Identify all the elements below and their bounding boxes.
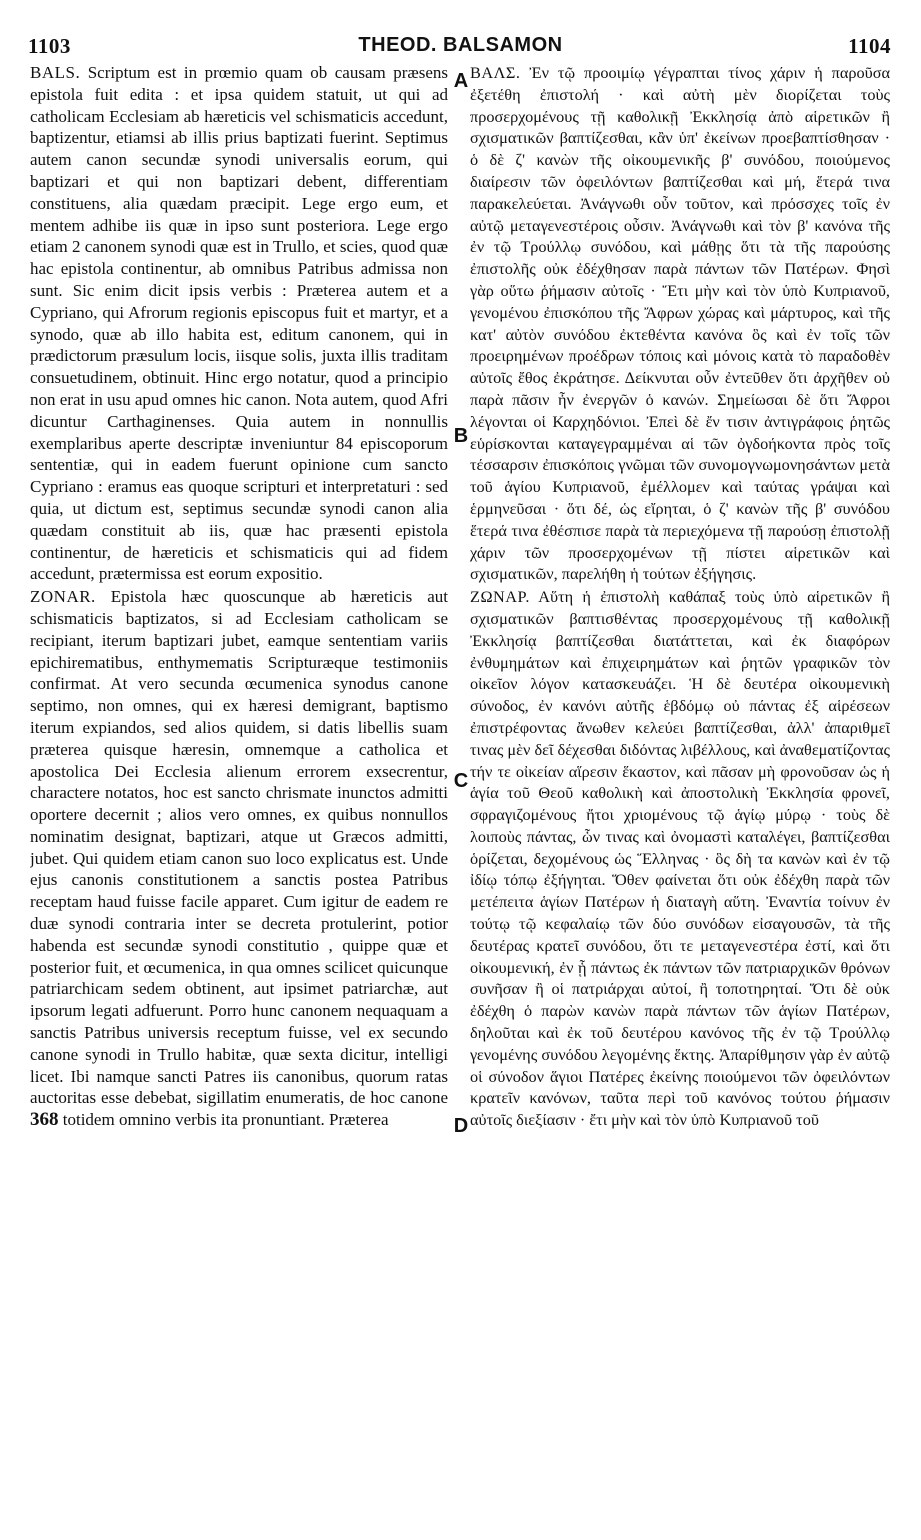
greek-bals-text: Ἐν τῷ προοιμίῳ γέγραπται τίνος χάριν ἡ παροῦσα ἐξετέθη ἐπιστολή · καὶ αὐτὴ μὲν διορίζεται τοὺς προσερχομένους τῇ καθολικῇ Ἐκκλησίᾳ ἀπὸ αἱρετικῶν ἢ σχισματικῶν βαπτίζεσθαι, κἂν ὑπ' ἐκείνων προεβαπτίσθησαν · ὁ δὲ ζ' κανὼν τῆς οἰκουμενικῆς β' συνόδου, ποιούμενος διαίρεσιν τῶν ὀφειλόντων βαπτίζεσθαι καὶ μή, ἕτερά τινα παρακελεύεται. Ἀνάγνωθι οὖν τοῦτον, καὶ πρόσσχες τοῖς ἐν αὐτῷ μεταγενεστέροις οὖσιν. Ἀνάγνωθι καὶ τὸν β' κανόνα τῆς ἐν τῷ Τρούλλῳ συνόδου, καὶ μάθῃς ὅτι τὰ τῆς παρούσης ἐπιστολῆς οὐκ ἐδέχθησαν παρὰ πάντων τῶν Πατέρων. Φησὶ γὰρ οὕτω ῥήμασιν αὐτοῖς · Ἔτι μὴν καὶ τὸν ὑπὸ Κυπριανοῦ, γενομένου ἐπισκόπου τῆς Ἄφρων χώρας καὶ μάρτυρος, καὶ τῆς κατ' αὐτὸν συνόδου ἐκτεθέντα κανόνα ὃς καὶ ἐν τοῖς τῶν προειρημένων προέδρων τόποις καὶ μόνοις κατὰ τὸ παραδοθὲν αὐτοῖς ἔθος ἐκράτησε. Δείκνυται οὖν ἐντεῦθεν ὅτι ἀρχῆθεν οὐ παρὰ πᾶσιν ἦν ἐνεργῶν ὁ κανών. Σημείωσαι δὲ ὅτι Ἄφροι λέγονται οἱ Καρχηδόνιοι. Ἐπεὶ δὲ ἔν τισιν ἀντιγράφοις ῥητῶς εὑρίσκονται καταγεγραμμέναι αἱ τῶν ὀγδοήκοντα πρὸς τοῖς τέσσαρσιν ἐπισκόποις γνῶμαι τῶν συνομογνωμονησάντων μετὰ τοῦ ἁγίου Κυπριανοῦ, ἐμέλλομεν καὶ ταύτας γράψαι καὶ ἑρμηνεῦσαι · ὅτι δέ, ὡς εἴρηται, ὁ ζ' κανὼν τῆς β' συνόδου ἕτερά τινα ἐθέσπισε παρὰ τὰ περιεχόμενα τῇ παρούσῃ ἐπιστολῇ χάριν τῶν προσερχομένων τῇ πίστει αἱρετικῶν καὶ σχισματικῶν, παρελήθη ἡ τούτων ἐξήγησις. [470, 63, 890, 584]
margin-marker-c: C [453, 770, 469, 792]
latin-column [30, 62, 448, 1522]
page-header [0, 34, 921, 62]
margin-marker-b: B [453, 425, 469, 447]
latin-zonar-paragraph [30, 586, 448, 1131]
greek-column [470, 62, 890, 1522]
margin-marker-d: D [453, 1115, 469, 1137]
column-number: 368 [30, 1109, 59, 1131]
latin-zonar-label: ZONAR. [30, 587, 96, 607]
margin-marker-a: A [453, 70, 469, 92]
latin-bals-label: BALS. [30, 63, 81, 82]
latin-zonar-text: Epistola hæc quoscunque ab hæreticis aut schismaticis baptizatos, si ad Ecclesiam catholicam se recipiant, iterum baptizari jubet, eamque sententiam variis epichirematibus, enthymematis Scripturæque testimoniis confirmat. At vero secunda œcumenica synodus canone septimo, non omnes, qui ex hæresi demigrant, baptismo iterum expiandos, sed alios quidem, si datis libellis suam præterea quisque hæresin, omnemque a catholica et apostolica Dei Ecclesia alienum errorem exsecrentur, charactere notatos, hoc est sancto chrismate inunctos admitti oportere decernit ; alios vero omnes, ex quibus nonnullos nominatim designat, baptizari, atque ut Græcos admitti, jubet. Qui quidem etiam canon suo loco explicatus est. Unde ejus canonis constitutionem a sanctis postea Patribus receptam haud fuisse facile apparet. Cum igitur de eadem re duæ synodi contraria inter se decreta protulerint, potior habenda est secundæ synodi constitutio , quippe quæ et posterior fuit, et œcumenica, in qua omnes scilicet quicunque patriarchicam sedem obtinent, aut ipsimet patriarchæ, aut ipsorum legati adfuerunt. Porro hunc canonem nequaquam a sanctis Patribus universis receptum fuisse, vel ex secundo canone synodi in Trullo habitæ, quæ sexta dicitur, intelligi licet. Ibi namque sancti Patres iis canonibus, quorum ratas auctoritas esse debebat, sigillatim enumeratis, de hoc canone [30, 587, 448, 1108]
greek-zonar-label: ΖΩΝΑΡ. [470, 587, 530, 607]
left-page-number: 1103 [28, 34, 71, 58]
latin-zonar-text-end: totidem omnino verbis ita pronuntiant. Præterea [62, 1110, 389, 1130]
greek-zonar-text: Αὕτη ἡ ἐπιστολὴ καθάπαξ τοὺς ὑπὸ αἱρετικῶν ἢ σχισματικῶν βαπτισθέντας προσερχομένους τῇ καθολικῇ Ἐκκλησίᾳ βαπτίζεσθαι διατάττεται, καὶ ἐκ διαφόρων ἐνθυμημάτων καὶ ἐπιχειρημάτων καὶ ῥητῶν γραφικῶν τὸν οἰκεῖον λόγον κατασκευάζει. Ἡ δὲ δευτέρα οἰκουμενικὴ σύνοδος, ἐν κανόνι αὐτῆς ἑβδόμῳ οὐ πάντας ἐξ αἱρέσεων ἐπιστρέφοντας ἄνωθεν κελεύει βαπτίζεσθαι, ἀλλ' ἀπαριθμεῖ τινας μὲν δεῖ δέχεσθαι διδόντας λιβέλλους, καὶ ἀναθεματίζοντας τήν τε οἰκείαν αἵρεσιν ἕκαστον, καὶ πᾶσαν μὴ φρονοῦσαν ὡς ἡ ἁγία τοῦ Θεοῦ καθολικὴ καὶ ἀποστολικὴ Ἐκκλησία φρονεῖ, σφραγιζομένους ἤτοι χριομένους τῷ ἁγίῳ μύρῳ · τοὺς δὲ λοιποὺς πάντας, ὧν τινας καὶ ὀνομαστὶ καταλέγει, βαπτίζεσθαι ὁρίζεται, δεχομένους ὡς Ἕλληνας · ὃς δὴ τα κανὼν καὶ ἐν τῷ ἰδίῳ τόπῳ ἐξήγηται. Ὅθεν φαίνεται ὅτι οὐκ ἐδέχθη παρὰ τῶν μετέπειτα ἁγίων Πατέρων ἡ διαταγὴ αὕτη. Ἐναντία τοίνυν ἐν τούτῳ τῷ κεφαλαίῳ τῶν δύο συνόδων εἰσαγουσῶν, τὰ τῆς δευτέρας κρατεῖ συνόδου, ὅτι τε μεταγενεστέρα ἐστί, καὶ ὅτι οἰκουμενική, ἐν ᾗ πάντως ἐκ πάντων τῶν πατριαρχικῶν θρόνων συνῆσαν ἢ οἱ πατριάρχαι αὐτοί, ἢ τοποτηρηταί. Ὅτι δὲ οὐκ ἐδέχθη ὁ παρὼν κανὼν παρὰ πάντων τῶν ἁγίων Πατέρων, δηλοῦται καὶ ἐκ τοῦ δευτέρου κανόνος τῆς ἐν τῷ Τρούλλῳ γενομένης συνόδου λεγομένης ἕκτης. Ἀπαρίθμησιν γὰρ ἐν αὐτῷ οἱ σύνοδον ἅγιοι Πατέρες ἐκείνης ποιούμενοι τῶν ὀφειλόντων κρατεῖν κανόνων, ταῦτα περὶ τοῦ κανόνος τούτου ῥήμασιν αὐτοῖς διεξίασιν · ἔτι μὴν καὶ τὸν ὑπὸ Κυπριανοῦ τοῦ [470, 587, 890, 1130]
greek-zonar-paragraph [470, 586, 890, 1131]
right-page-number: 1104 [848, 34, 891, 58]
greek-bals-paragraph [470, 62, 890, 585]
latin-bals-paragraph [30, 62, 448, 585]
latin-bals-text: Scriptum est in prœmio quam ob causam præsens epistola fuit edita : et ipsa quidem statuit, ut qui ad catholicam Ecclesiam ab hæreticis vel schismaticis accedunt, baptizentur, etiamsi ab illis prius baptizati fuerint. Septimus autem canon secundæ synodi universalis eorum, qui baptizari et qui non baptizari debent, differentiam constituens, alia quædam præcipit. Lege ergo eum, et mentem adhibe iis quæ in ipso sunt posteriora. Lege ergo etiam 2 canonem synodi quæ est in Trullo, et scies, quod quæ hac epistola continentur, ab omnibus Patribus admissa non sunt. Sic enim dicit ipsis verbis : Præterea autem et a Cypriano, qui Afrorum regionis episcopus fuit et martyr, et a synodo, quæ ab illo habita est, editum canonem, qui in prædictorum præsulum locis, iisque solis, juxta illis traditam consuetudinem, obtinuit. Hinc ergo notatur, quod a principio non erat in usu apud omnes hic canon. Nota autem, quod Afri dicuntur Carthaginenses. Quia autem in nonnullis exemplaribus aperte descriptæ inveniuntur 84 episcoporum sententiæ, qui in eadem fuerunt opinione cum sancto Cypriano : eramus eas quoque scripturi et interpretaturi : sed quia, ut dictum est, septimus secundæ synodi canon alia quædam constituit ab iis, quæ hac præsenti epistola continentur, de hæreticis et schismaticis qui ad fidem accedunt, prætermissa est eorum expositio. [30, 63, 448, 584]
greek-bals-label: ΒΑΛΣ. [470, 63, 521, 82]
running-title: THEOD. BALSAMON [358, 34, 563, 56]
